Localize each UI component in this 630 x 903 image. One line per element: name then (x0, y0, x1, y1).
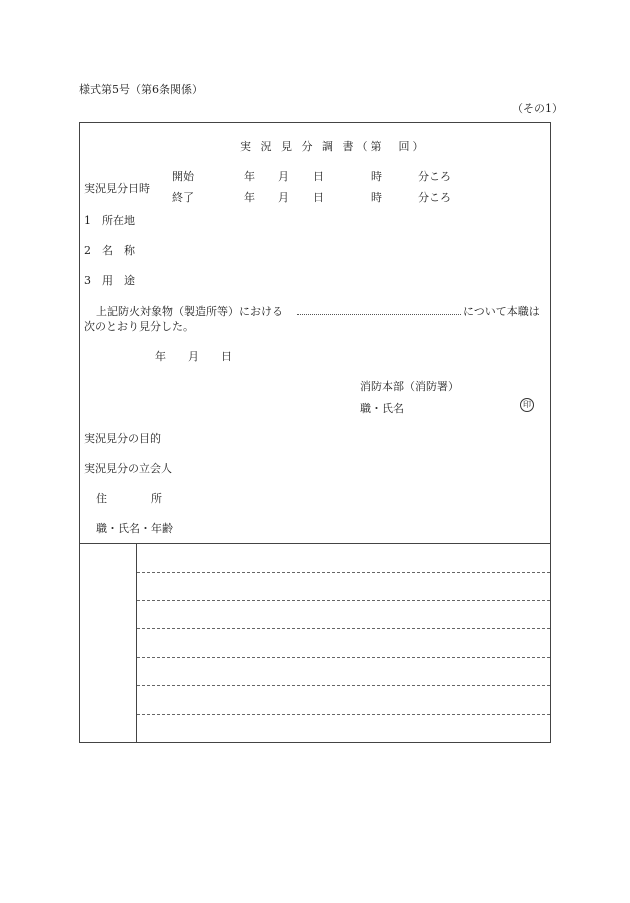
fire-department: 消防本部（消防署） (360, 380, 459, 393)
page-marker: （その1） (512, 102, 563, 115)
date-label: 実況見分日時 (84, 182, 150, 195)
end-label: 終了 (172, 191, 194, 204)
notes-line (137, 685, 550, 686)
witness-label: 実況見分の立会人 (84, 462, 172, 475)
start-hour: 時 (371, 170, 382, 183)
start-label: 開始 (172, 170, 194, 183)
statement-part3: 次のとおり見分した。 (84, 320, 194, 333)
end-year: 年 (244, 191, 255, 204)
form-number: 様式第5号（第6条関係） (79, 83, 203, 96)
signature-date: 年 月 日 (155, 350, 232, 363)
statement-part2: について本職は (463, 305, 540, 318)
start-minute: 分ころ (418, 170, 451, 183)
witness-detail-label: 職・氏名・年齢 (96, 522, 173, 535)
purpose-label: 実況見分の目的 (84, 432, 161, 445)
statement-blank-line (297, 314, 461, 315)
statement-part1: 上記防火対象物（製造所等）における (96, 305, 283, 318)
notes-line (137, 600, 550, 601)
notes-line (137, 572, 550, 573)
page-title: 実 況 見 分 調 書（第 回） (240, 140, 427, 153)
notes-line (137, 657, 550, 658)
item-usage: 3 用 途 (84, 274, 135, 287)
end-month: 月 (278, 191, 289, 204)
officer-position-name: 職・氏名 (360, 402, 404, 415)
seal-icon: 印 (520, 398, 534, 412)
start-month: 月 (278, 170, 289, 183)
end-day: 日 (313, 191, 324, 204)
item-location: 1 所在地 (84, 214, 135, 227)
notes-line (137, 628, 550, 629)
notes-divider (136, 544, 137, 742)
end-minute: 分ころ (418, 191, 451, 204)
item-name: 2 名 称 (84, 244, 135, 257)
start-year: 年 (244, 170, 255, 183)
witness-address-label: 住 所 (96, 492, 162, 505)
notes-line (137, 714, 550, 715)
start-day: 日 (313, 170, 324, 183)
end-hour: 時 (371, 191, 382, 204)
